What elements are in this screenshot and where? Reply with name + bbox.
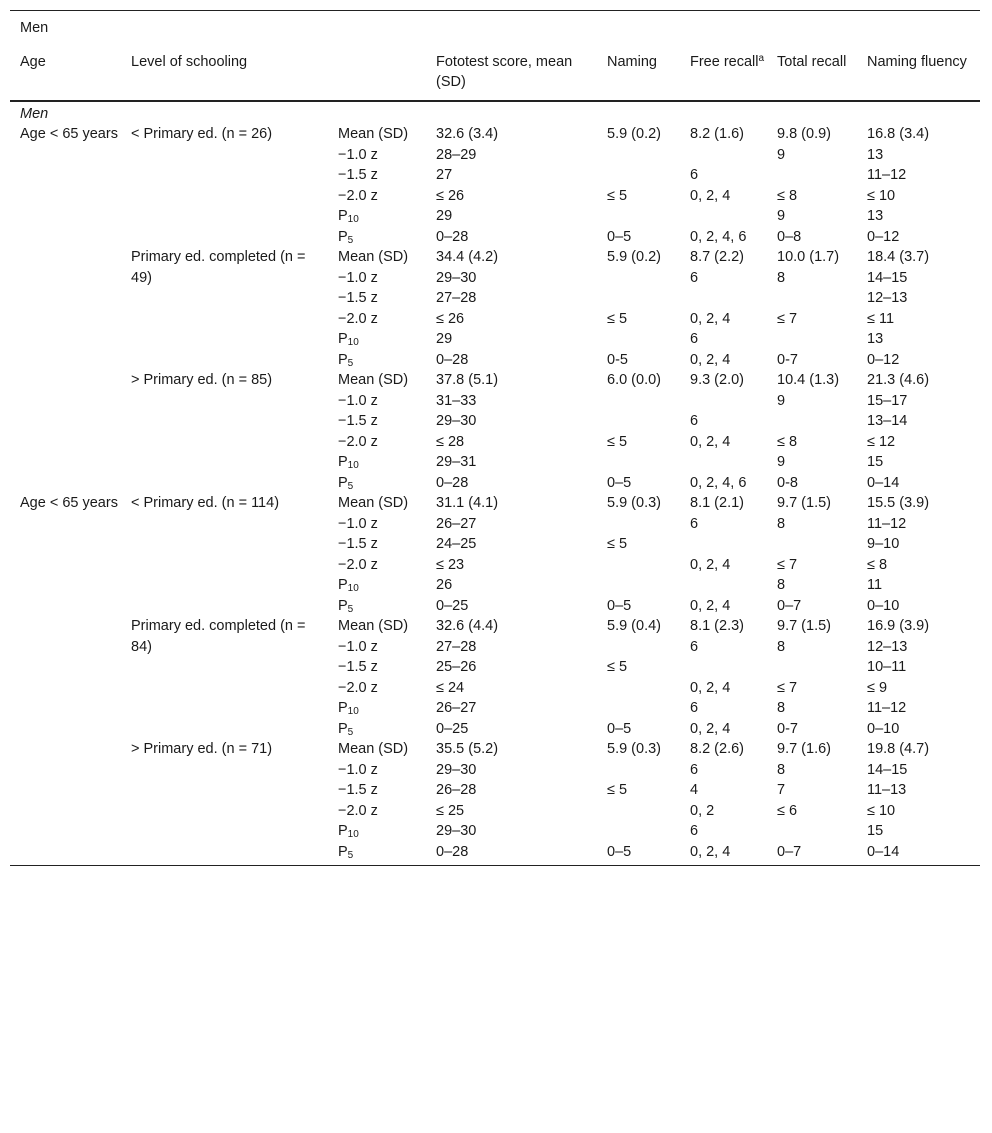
cell-fototest: 37.8 (5.1) [436,372,499,388]
cell-free-recall: 8.1 (2.1) [690,495,744,511]
cell-naming: 5.9 (0.2) [607,249,661,265]
stat-cell [328,432,426,453]
cell-total-recall: 9 [777,454,786,470]
stat-label: −2.0 z [338,187,378,204]
cell-naming-fluency: 18.4 (3.7) [867,249,930,265]
cell-naming-fluency: 15 [867,823,884,839]
stat-cell [328,678,426,699]
stat-cell [328,821,426,842]
cell-total-recall: 7 [777,782,786,798]
cell-naming-fluency: 0–14 [867,843,900,860]
cell-naming: 0–5 [607,228,632,245]
stat-subscript: 5 [347,234,354,246]
cell-fototest: 0–28 [436,228,469,245]
cell-naming-fluency: 0–10 [867,597,900,614]
stat-cell [328,534,426,555]
normative-data-table [10,11,980,865]
cell-free-recall: 6 [690,269,699,286]
cell-total-recall [767,657,857,678]
cell-naming-fluency: 0–14 [867,474,900,491]
stat-cell [328,124,426,145]
stat-cell [328,780,426,801]
stat-cell [328,309,426,330]
stat-label: −1.0 z [338,515,378,532]
stat-subscript: 10 [347,706,359,717]
stat-label: −1.5 z [338,413,378,429]
cell-naming-fluency: ≤ 12 [867,433,896,450]
cell-free-recall: 0, 2, 4 [690,433,731,450]
cell-naming: 5.9 (0.3) [607,495,661,511]
stat-label: P [338,700,348,716]
cell-naming-fluency: 16.9 (3.9) [867,618,930,634]
cell-naming [597,391,680,412]
stat-cell [328,596,426,617]
table-row [10,493,980,514]
stat-subscript: 5 [347,849,354,861]
cell-total-recall [767,329,857,350]
cell-total-recall: ≤ 7 [777,679,798,696]
cell-fototest: 29–31 [436,454,477,470]
cell-fototest: 26 [436,577,453,593]
stat-subscript: 5 [347,480,354,492]
cell-naming: ≤ 5 [607,187,628,204]
stat-subscript: 10 [347,337,359,348]
cell-naming [597,411,680,432]
cell-total-recall: 0-8 [777,474,798,491]
stat-label: P [338,577,348,593]
stat-cell [328,739,426,760]
cell-total-recall: 9.8 (0.9) [777,126,831,142]
cell-fototest: 0–25 [436,597,469,614]
stat-subscript: 10 [347,829,359,840]
stat-cell [328,760,426,781]
header-stat [328,45,426,101]
cell-fototest: 32.6 (3.4) [436,126,499,142]
cell-naming-fluency: 11 [867,577,883,593]
stat-label: P [338,823,348,839]
cell-naming-fluency: 11–12 [867,700,907,716]
cell-total-recall: 9 [777,208,786,224]
cell-naming [597,575,680,596]
table-row [10,739,980,760]
cell-naming [597,206,680,227]
stat-label: −1.0 z [338,269,378,286]
cell-total-recall: ≤ 6 [777,802,798,819]
header-schooling: Level of schooling [121,45,328,101]
table-row [10,247,980,268]
cell-free-recall: 6 [690,700,699,716]
stat-label: −1.0 z [338,146,378,163]
cell-free-recall: 0, 2, 4 [690,310,731,327]
cell-total-recall: 8 [777,577,786,593]
cell-naming: ≤ 5 [607,536,628,552]
stat-label: −2.0 z [338,679,378,696]
cell-total-recall [767,821,857,842]
cell-fototest: 27–28 [436,638,477,655]
stat-label: −1.5 z [338,536,378,552]
cell-fototest: 31.1 (4.1) [436,495,499,511]
stat-label: −1.5 z [338,782,378,798]
cell-naming: ≤ 5 [607,310,628,327]
section-label: Men [20,105,49,122]
stat-cell [328,206,426,227]
stat-cell [328,637,426,658]
cell-fototest: ≤ 26 [436,310,465,327]
cell-fototest: 35.5 (5.2) [436,741,499,757]
cell-free-recall: 6 [690,823,699,839]
cell-naming: 0-5 [607,351,628,368]
cell-free-recall [680,534,767,555]
table-row [10,370,980,391]
cell-fototest: 29–30 [436,269,477,286]
stat-cell [328,555,426,576]
cell-naming [597,801,680,822]
stat-label: P [338,454,348,470]
stat-cell [328,165,426,186]
cell-free-recall [680,452,767,473]
cell-naming-fluency: 15.5 (3.9) [867,495,930,511]
cell-fototest: ≤ 25 [436,802,465,819]
cell-naming-fluency: 14–15 [867,269,908,286]
cell-total-recall: ≤ 7 [777,310,798,327]
stat-cell [328,842,426,866]
schooling-level-cell: > Primary ed. (n = 71) [131,741,273,757]
cell-naming-fluency: 19.8 (4.7) [867,741,930,757]
cell-naming-fluency: 0–10 [867,720,900,737]
stat-label: −1.0 z [338,638,378,655]
stat-cell [328,227,426,248]
cell-naming-fluency: 13 [867,146,884,163]
cell-free-recall [680,206,767,227]
stat-cell [328,514,426,535]
cell-free-recall: 9.3 (2.0) [690,372,744,388]
stat-cell [328,698,426,719]
cell-naming-fluency: 16.8 (3.4) [867,126,930,142]
cell-total-recall: 9.7 (1.5) [777,618,831,634]
schooling-level-cell: > Primary ed. (n = 85) [131,372,273,388]
age-group-cell: Age < 65 years [20,126,118,142]
cell-free-recall: 6 [690,167,699,183]
cell-naming: 5.9 (0.2) [607,126,661,142]
cell-naming-fluency: ≤ 8 [867,556,888,573]
cell-free-recall: 8.1 (2.3) [690,618,744,634]
cell-naming-fluency: 15 [867,454,884,470]
cell-fototest: 28–29 [436,146,477,163]
cell-free-recall: 0, 2, 4 [690,720,731,737]
cell-fototest: 29–30 [436,413,477,429]
cell-naming [597,637,680,658]
table-row [10,616,980,637]
header-free-recall [680,45,767,101]
stat-cell [328,801,426,822]
stat-label: P [338,351,348,368]
cell-fototest: 24–25 [436,536,477,552]
table-body [10,11,980,865]
cell-naming [597,145,680,166]
stat-subscript: 5 [347,603,354,615]
cell-naming-fluency: 13 [867,331,884,347]
cell-total-recall: 8 [777,761,786,778]
table-caption: Men [20,20,49,36]
cell-naming-fluency: 12–13 [867,290,908,306]
stat-cell [328,329,426,350]
cell-naming: 5.9 (0.3) [607,741,661,757]
cell-free-recall: 0, 2, 4 [690,351,731,368]
cell-naming [597,555,680,576]
cell-naming-fluency: ≤ 11 [867,310,895,327]
cell-naming-fluency: ≤ 9 [867,679,888,696]
cell-naming [597,288,680,309]
cell-total-recall: 8 [777,515,786,532]
stat-cell [328,247,426,268]
cell-free-recall: 0, 2, 4, 6 [690,474,747,491]
cell-free-recall: 6 [690,761,699,778]
stat-label: −1.5 z [338,290,378,306]
cell-naming-fluency: 14–15 [867,761,908,778]
stat-label: Mean (SD) [338,741,409,757]
cell-fototest: 26–27 [436,515,477,532]
cell-total-recall: ≤ 7 [777,556,798,573]
stat-label: Mean (SD) [338,249,409,265]
cell-naming-fluency: 12–13 [867,638,908,655]
stat-cell [328,452,426,473]
header-free-recall-text: Free recall [690,53,759,70]
cell-fototest: 0–28 [436,843,469,860]
stat-label: Mean (SD) [338,126,409,142]
stat-label: −2.0 z [338,310,378,327]
cell-free-recall: 8.2 (2.6) [690,741,744,757]
schooling-level-cell: < Primary ed. (n = 26) [131,126,273,142]
stat-cell [328,370,426,391]
cell-naming-fluency: 11–12 [867,167,907,183]
stat-subscript: 10 [347,583,359,594]
cell-naming-fluency: 13–14 [867,413,908,429]
cell-fototest: ≤ 23 [436,556,465,573]
cell-fototest: 29 [436,208,453,224]
cell-naming: 6.0 (0.0) [607,372,661,388]
schooling-level-cell: Primary ed. completed (n = 49) [131,249,306,286]
stat-label: −2.0 z [338,802,378,819]
cell-free-recall [680,145,767,166]
cell-naming: ≤ 5 [607,659,628,675]
cell-naming-fluency: 15–17 [867,392,908,409]
cell-naming [597,452,680,473]
cell-free-recall: 0, 2, 4 [690,556,731,573]
cell-naming [597,678,680,699]
stat-cell [328,391,426,412]
header-naming-fluency: Naming fluency [857,45,980,101]
cell-total-recall: 8 [777,269,786,286]
cell-naming [597,514,680,535]
cell-fototest: 25–26 [436,659,477,675]
stat-cell [328,473,426,494]
cell-free-recall: 6 [690,413,699,429]
stat-label: Mean (SD) [338,618,409,634]
cell-naming: 0–5 [607,843,632,860]
header-fototest: Fototest score, mean (SD) [426,45,597,101]
cell-naming-fluency: 11–12 [867,515,907,532]
stat-label: −2.0 z [338,433,378,450]
table-row [10,124,980,145]
header-total-recall: Total recall [767,45,857,101]
stat-cell [328,575,426,596]
cell-fototest: 27 [436,167,453,183]
age-group-cell: Age < 65 years [20,495,118,511]
cell-naming-fluency: 0–12 [867,228,900,245]
stat-label: −1.0 z [338,761,378,778]
cell-total-recall: 10.4 (1.3) [777,372,840,388]
header-naming: Naming [597,45,680,101]
cell-naming [597,760,680,781]
stat-cell [328,657,426,678]
cell-free-recall: 6 [690,638,699,655]
stat-cell [328,719,426,740]
header-free-recall-footnote: a [758,52,765,64]
cell-free-recall: 0, 2 [690,802,715,819]
cell-free-recall: 4 [690,782,699,798]
stat-cell [328,616,426,637]
cell-fototest: 34.4 (4.2) [436,249,499,265]
cell-total-recall [767,165,857,186]
stat-label: −1.5 z [338,167,378,183]
cell-total-recall: 9 [777,392,786,409]
stat-subscript: 5 [347,357,354,369]
stat-cell [328,288,426,309]
stat-label: −1.0 z [338,392,378,409]
cell-fototest: 0–28 [436,351,469,368]
stat-label: P [338,228,348,245]
cell-fototest: ≤ 26 [436,187,465,204]
stat-label: Mean (SD) [338,372,409,388]
stat-cell [328,350,426,371]
cell-total-recall [767,534,857,555]
cell-naming-fluency: 21.3 (4.6) [867,372,930,388]
table-header-row [10,45,980,101]
cell-free-recall: 0, 2, 4 [690,597,731,614]
cell-fototest: 26–27 [436,700,477,716]
cell-total-recall: 9.7 (1.6) [777,741,831,757]
cell-fototest: ≤ 24 [436,679,465,696]
cell-fototest: 0–25 [436,720,469,737]
stat-label: −1.5 z [338,659,378,675]
cell-fototest: 32.6 (4.4) [436,618,499,634]
cell-naming-fluency: 13 [867,208,884,224]
cell-naming-fluency: 11–13 [867,782,907,798]
cell-total-recall: 0–8 [777,228,802,245]
stat-cell [328,493,426,514]
cell-naming-fluency: 0–12 [867,351,900,368]
header-age: Age [10,45,121,101]
cell-fototest: 29–30 [436,823,477,839]
stat-cell [328,186,426,207]
cell-fototest: 0–28 [436,474,469,491]
stat-label: P [338,474,348,491]
cell-total-recall: ≤ 8 [777,187,798,204]
cell-fototest: ≤ 28 [436,433,465,450]
cell-free-recall [680,575,767,596]
cell-fototest: 27–28 [436,290,477,306]
stat-label: P [338,331,348,347]
cell-total-recall: 8 [777,700,786,716]
cell-free-recall [680,657,767,678]
cell-free-recall: 0, 2, 4 [690,843,731,860]
cell-total-recall: ≤ 8 [777,433,798,450]
cell-naming: 0–5 [607,474,632,491]
cell-total-recall [767,288,857,309]
cell-naming-fluency: ≤ 10 [867,187,896,204]
cell-total-recall: 9.7 (1.5) [777,495,831,511]
stat-label: −2.0 z [338,556,378,573]
cell-total-recall: 0-7 [777,351,798,368]
stat-subscript: 10 [347,214,359,225]
cell-fototest: 31–33 [436,392,477,409]
cell-free-recall: 6 [690,515,699,532]
cell-naming-fluency: 9–10 [867,536,900,552]
cell-free-recall [680,288,767,309]
cell-naming: ≤ 5 [607,433,628,450]
stat-cell [328,145,426,166]
cell-naming [597,329,680,350]
section-row [10,101,980,125]
stat-subscript: 10 [347,460,359,471]
normative-table-container [10,10,980,866]
cell-naming [597,165,680,186]
cell-fototest: 29 [436,331,453,347]
cell-naming [597,698,680,719]
cell-naming: ≤ 5 [607,782,628,798]
table-caption-row [10,11,980,45]
stat-label: P [338,597,348,614]
stat-cell [328,268,426,289]
cell-naming-fluency: ≤ 10 [867,802,896,819]
stat-label: P [338,208,348,224]
schooling-level-cell: < Primary ed. (n = 114) [131,495,280,511]
cell-free-recall: 8.2 (1.6) [690,126,744,142]
cell-fototest: 26–28 [436,782,477,798]
cell-total-recall: 8 [777,638,786,655]
cell-free-recall [680,391,767,412]
cell-fototest: 29–30 [436,761,477,778]
cell-free-recall: 8.7 (2.2) [690,249,744,265]
cell-total-recall: 0-7 [777,720,798,737]
cell-total-recall: 9 [777,146,786,163]
stat-cell [328,411,426,432]
cell-free-recall: 0, 2, 4 [690,679,731,696]
cell-total-recall: 0–7 [777,597,802,614]
stat-subscript: 5 [347,726,354,738]
cell-naming [597,268,680,289]
cell-free-recall: 6 [690,331,699,347]
stat-label: P [338,843,348,860]
cell-total-recall: 0–7 [777,843,802,860]
cell-naming-fluency: 10–11 [867,659,907,675]
cell-naming: 0–5 [607,720,632,737]
schooling-level-cell: Primary ed. completed (n = 84) [131,618,306,655]
cell-free-recall: 0, 2, 4, 6 [690,228,747,245]
cell-total-recall: 10.0 (1.7) [777,249,840,265]
stat-label: Mean (SD) [338,495,409,511]
cell-free-recall: 0, 2, 4 [690,187,731,204]
cell-naming [597,821,680,842]
cell-total-recall [767,411,857,432]
cell-naming: 5.9 (0.4) [607,618,661,634]
stat-label: P [338,720,348,737]
cell-naming: 0–5 [607,597,632,614]
